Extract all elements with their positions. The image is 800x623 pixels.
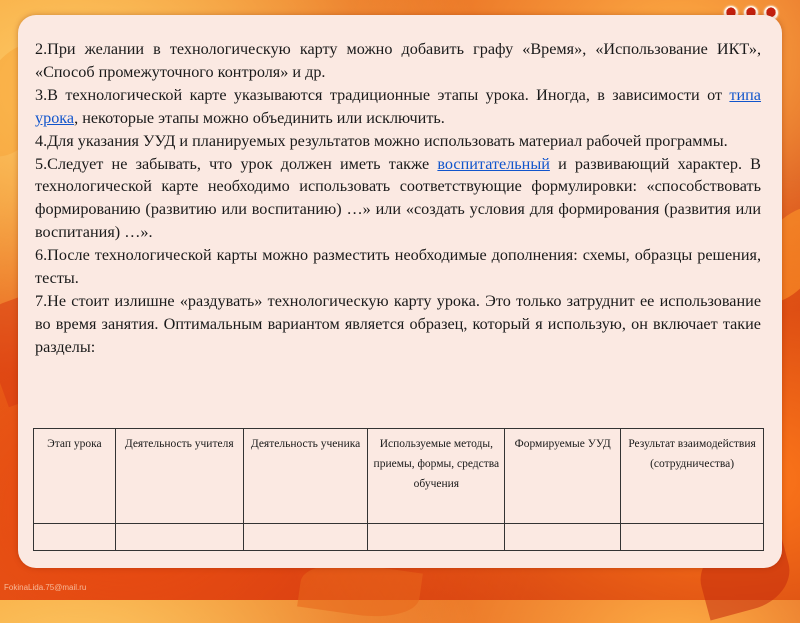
- column-header-stage: Этап урока: [34, 429, 116, 524]
- paragraph-5-start: 5.Следует не забывать, что урок должен иметь также: [35, 154, 438, 173]
- slide-text: [35, 38, 761, 359]
- table-cell: [34, 524, 116, 551]
- paragraph-5: [35, 153, 761, 245]
- paragraph-5-end: и развивающий характер. В технологической карте необходимо использовать соответствующие формулировки: «способствовать формированию (развитию или воспитанию) …» или «создать условия для формирования (развития или воспитания) …».: [35, 154, 761, 242]
- table-cell: [115, 524, 243, 551]
- watermark: FokinaLida.75@mail.ru: [4, 583, 87, 592]
- column-header-teacher-activity: Деятельность учителя: [115, 429, 243, 524]
- paragraph-3: [35, 84, 761, 130]
- tech-map-table: [33, 428, 764, 551]
- table-header-row: [34, 429, 764, 524]
- table-row: [34, 524, 764, 551]
- column-header-result: Результат взаимодействия (сотрудничества): [621, 429, 764, 524]
- table-cell: [368, 524, 505, 551]
- column-header-methods: Используемые методы, приемы, формы, средства обучения: [368, 429, 505, 524]
- lesson-type-link[interactable]: типа урока: [35, 85, 761, 127]
- table-cell: [243, 524, 368, 551]
- paragraph-4: 4.Для указания УУД и планируемых результатов можно использовать материал рабочей программы.: [35, 131, 728, 150]
- paragraph-2: 2.При желании в технологическую карту можно добавить графу «Время», «Использование ИКТ», «Способ промежуточного контроля» и др.: [35, 40, 761, 81]
- column-header-student-activity: Деятельность ученика: [243, 429, 368, 524]
- paragraph-3-end: , некоторые этапы можно объединить или исключить.: [74, 108, 445, 127]
- paragraph-3-start: 3.В технологической карте указываются традиционные этапы урока. Иногда, в зависимости от: [35, 85, 730, 104]
- paragraph-6: 6.После технологической карты можно разместить необходимые дополнения: схемы, образцы решения, тесты.: [35, 246, 761, 288]
- upbringing-link[interactable]: воспитательный: [437, 154, 550, 173]
- table-cell: [621, 524, 764, 551]
- column-header-uud: Формируемые УУД: [505, 429, 621, 524]
- table-cell: [505, 524, 621, 551]
- paragraph-7: 7.Не стоит излишне «раздувать» технологическую карту урока. Это только затруднит ее использование во время занятия. Оптимальным вариантом является образец, который я использую, он включает такие разделы:: [35, 291, 761, 356]
